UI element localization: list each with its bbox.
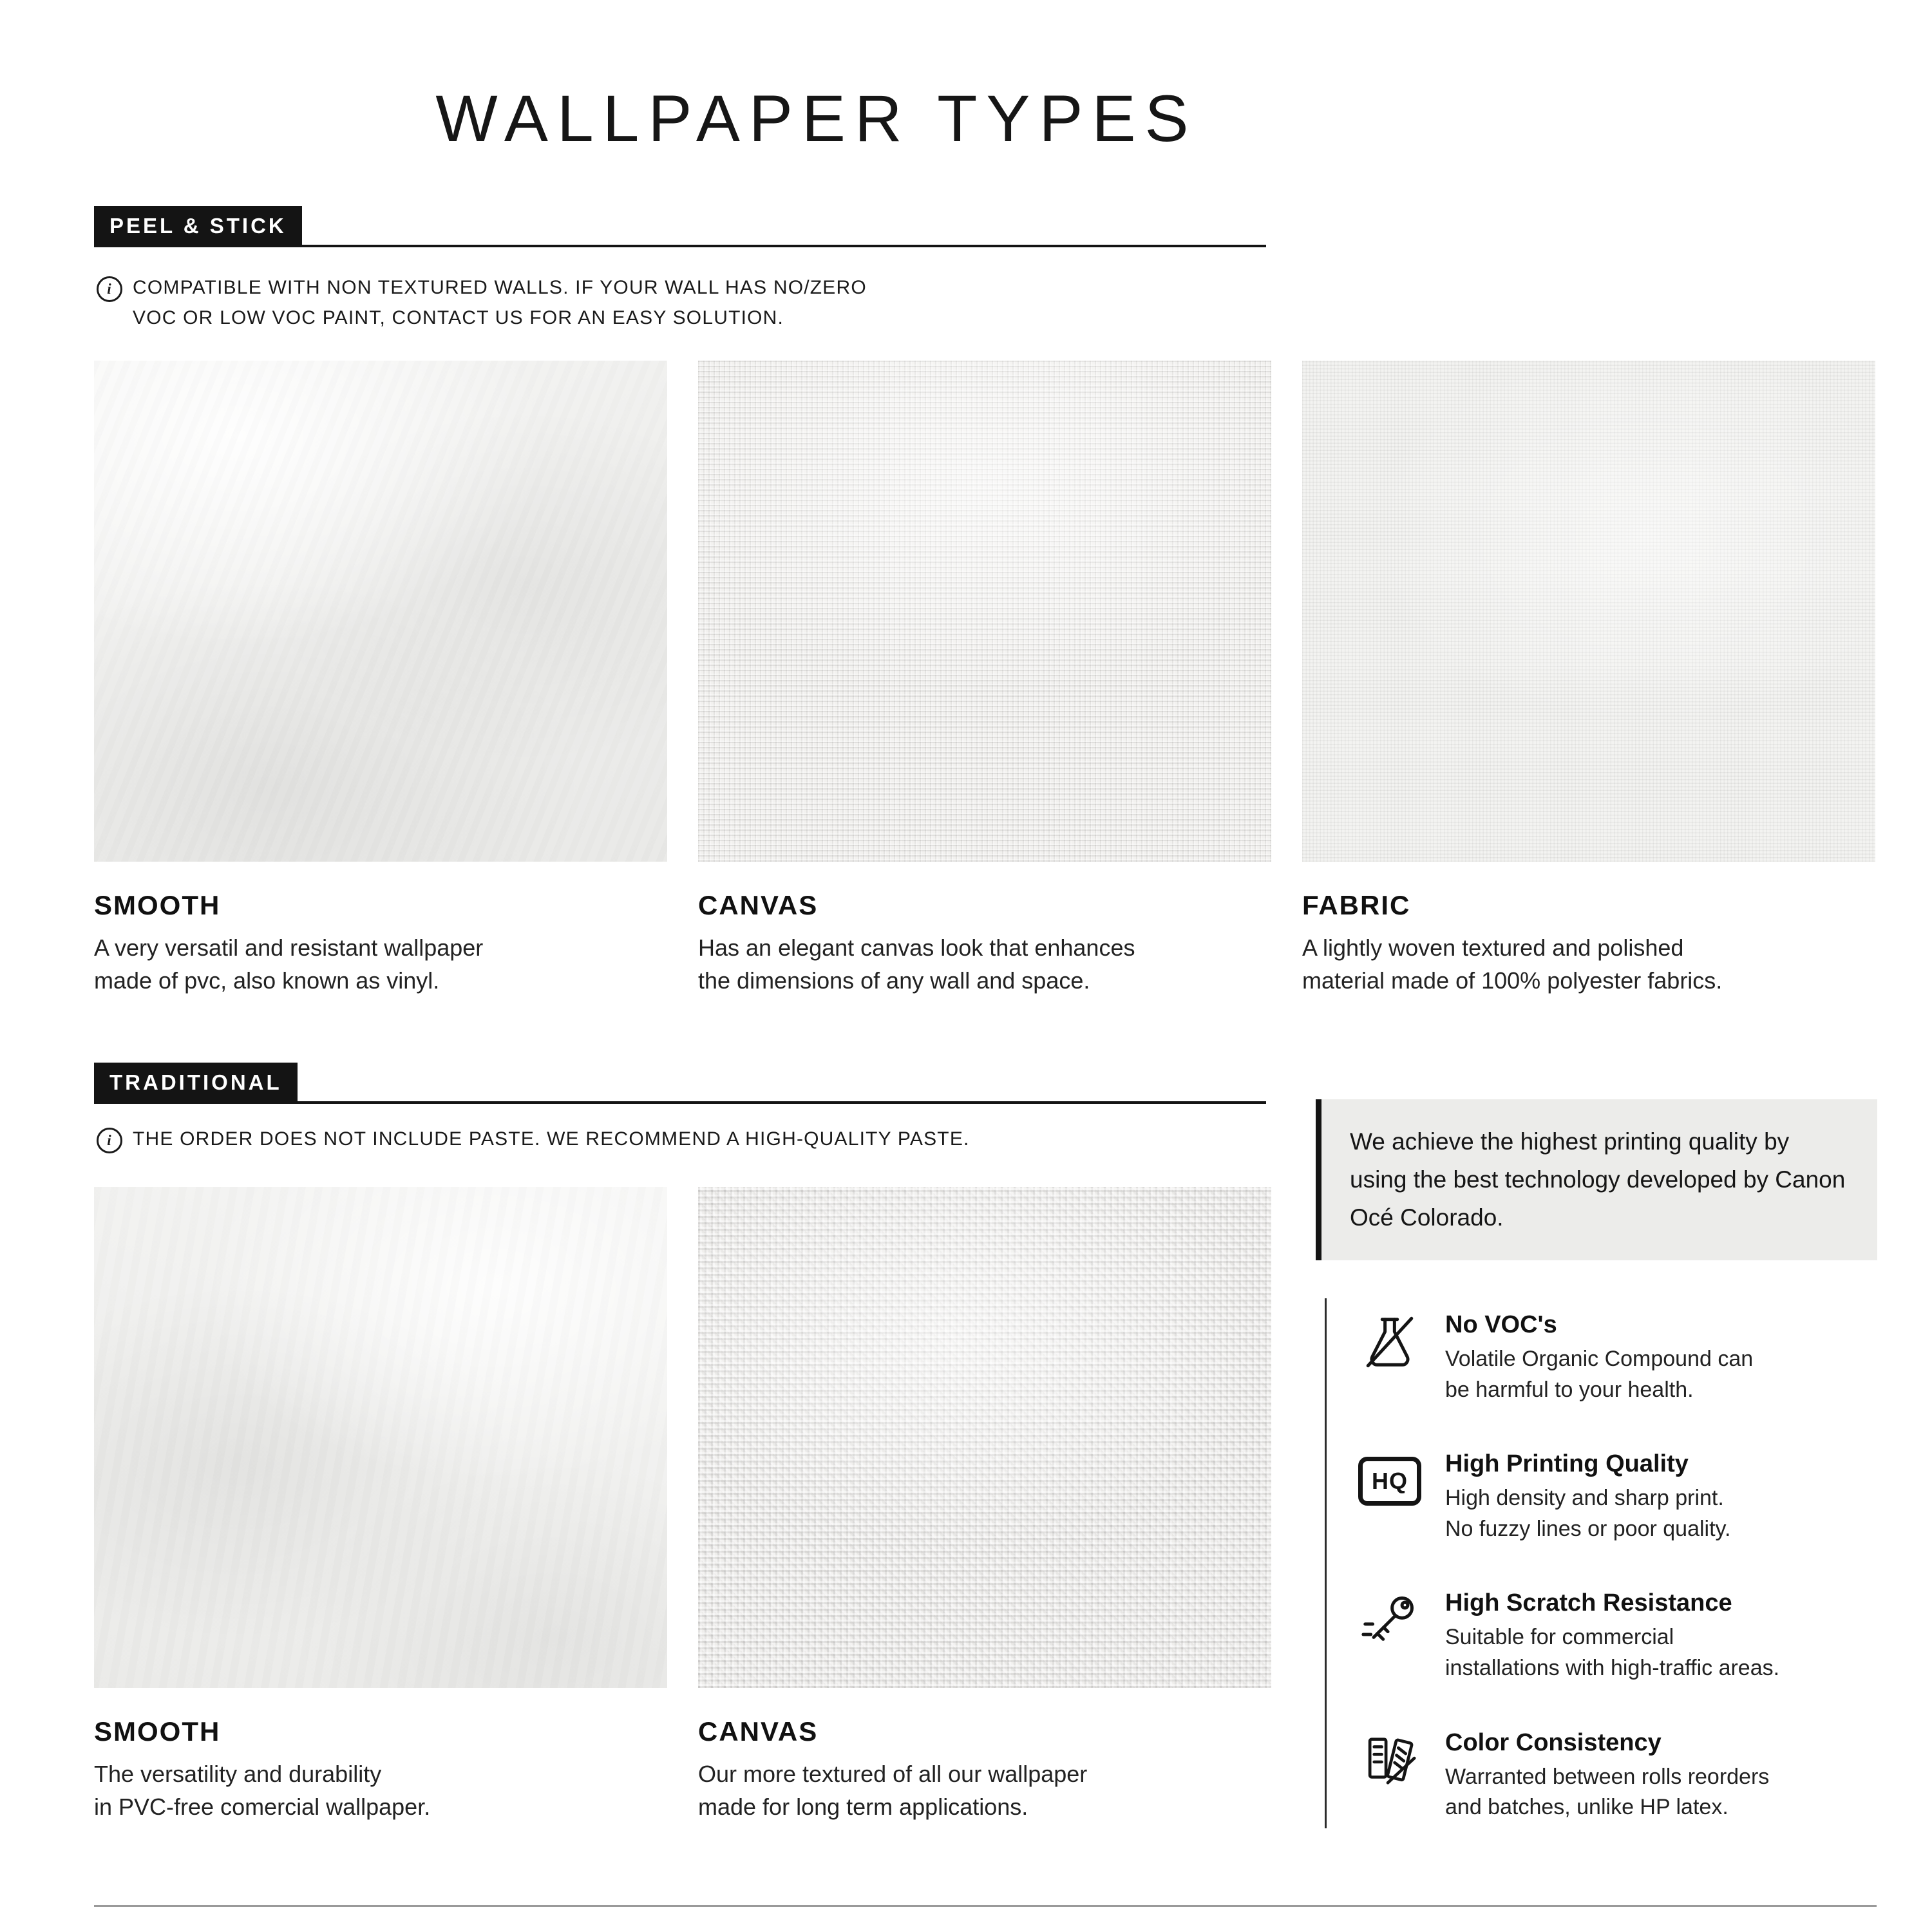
feature-desc-line: Warranted between rolls reorders <box>1445 1764 1770 1789</box>
callout-accent-bar <box>1316 1099 1321 1260</box>
swatch-card-peel-smooth <box>94 361 667 997</box>
feature-title: High Printing Quality <box>1445 1450 1689 1478</box>
info-circle-icon: i <box>97 276 122 302</box>
swatch-name: SMOOTH <box>94 1716 221 1747</box>
canvas-texture-swatch <box>698 1187 1271 1688</box>
swatch-desc-line: the dimensions of any wall and space. <box>698 967 1090 994</box>
swatch-description <box>698 1757 1271 1823</box>
peel-note-line2: VOC OR LOW VOC PAINT, CONTACT US FOR AN EASY SOLUTION. <box>133 307 784 328</box>
feature-description <box>1445 1762 1769 1823</box>
feature-text <box>1445 1588 1779 1683</box>
feature-desc-line: Volatile Organic Compound can <box>1445 1347 1754 1371</box>
swatch-description <box>94 931 667 997</box>
swatch-desc-line: The versatility and durability <box>94 1761 382 1787</box>
feature-desc-line: No fuzzy lines or poor quality. <box>1445 1516 1731 1541</box>
section-header-peel-and-stick <box>94 206 1266 247</box>
traditional-badge: TRADITIONAL <box>94 1063 298 1101</box>
feature-text <box>1445 1310 1753 1405</box>
feature-color-consistency <box>1327 1728 1879 1823</box>
swatch-card-traditional-smooth <box>94 1187 667 1823</box>
feature-desc-line: and batches, unlike HP latex. <box>1445 1795 1728 1820</box>
swatch-name: FABRIC <box>1302 890 1411 920</box>
traditional-note <box>97 1124 970 1155</box>
hq-badge-icon <box>1358 1449 1422 1513</box>
feature-title: Color Consistency <box>1445 1728 1662 1756</box>
section-header-traditional <box>94 1063 1266 1104</box>
swatch-desc-line: A very versatil and resistant wallpaper <box>94 934 484 961</box>
feature-no-vocs <box>1327 1310 1879 1405</box>
swatch-desc-line: made for long term applications. <box>698 1794 1028 1821</box>
printing-quality-callout <box>1316 1099 1877 1260</box>
feature-description <box>1445 1344 1753 1405</box>
swatch-name: SMOOTH <box>94 890 221 920</box>
swatch-description <box>1302 931 1875 997</box>
swatch-desc-line: A lightly woven textured and polished <box>1302 934 1684 961</box>
info-circle-icon: i <box>97 1128 122 1153</box>
swatch-desc-line: Has an elegant canvas look that enhances <box>698 934 1135 961</box>
feature-title: No VOC's <box>1445 1311 1557 1338</box>
swatch-desc-line: material made of 100% polyester fabrics. <box>1302 967 1723 994</box>
swatch-name: CANVAS <box>698 890 819 920</box>
swatch-description <box>94 1757 667 1823</box>
feature-text <box>1445 1728 1769 1823</box>
callout-text: We achieve the highest printing quality by using the best technology developed by Canon Océ Colorado. <box>1321 1099 1877 1260</box>
canvas-texture-swatch <box>698 361 1271 862</box>
feature-description <box>1445 1483 1730 1544</box>
peel-swatch-row <box>94 361 1875 997</box>
footer-divider <box>94 1905 1877 1907</box>
swatch-desc-line: Our more textured of all our wallpaper <box>698 1761 1088 1787</box>
smooth-texture-swatch <box>94 1187 667 1688</box>
peel-note-text <box>133 273 867 333</box>
feature-title: High Scratch Resistance <box>1445 1589 1732 1617</box>
feature-high-printing-quality <box>1327 1449 1879 1544</box>
feature-desc-line: Suitable for commercial <box>1445 1625 1674 1650</box>
traditional-swatch-row <box>94 1187 1271 1823</box>
smooth-texture-swatch <box>94 361 667 862</box>
feature-high-scratch-resistance <box>1327 1588 1879 1683</box>
feature-list <box>1325 1298 1879 1828</box>
swatch-card-traditional-canvas <box>698 1187 1271 1823</box>
feature-desc-line: installations with high-traffic areas. <box>1445 1655 1780 1680</box>
swatch-card-peel-canvas <box>698 361 1271 997</box>
hq-badge-label: HQ <box>1358 1457 1421 1506</box>
traditional-note-text <box>133 1124 970 1155</box>
swatch-name: CANVAS <box>698 1716 819 1747</box>
feature-text <box>1445 1449 1730 1544</box>
swatch-desc-line: in PVC-free comercial wallpaper. <box>94 1794 431 1821</box>
fabric-texture-swatch <box>1302 361 1875 862</box>
swatch-description <box>698 931 1271 997</box>
feature-desc-line: be harmful to your health. <box>1445 1377 1694 1402</box>
traditional-note-line1: THE ORDER DOES NOT INCLUDE PASTE. WE RECOMMEND A HIGH-QUALITY PASTE. <box>133 1128 970 1150</box>
peel-note <box>97 273 867 333</box>
swatch-card-peel-fabric <box>1302 361 1875 997</box>
feature-desc-line: High density and sharp print. <box>1445 1486 1724 1511</box>
no-voc-flask-icon <box>1358 1310 1422 1374</box>
color-swatches-icon <box>1358 1728 1422 1792</box>
key-scratch-icon <box>1358 1588 1422 1653</box>
feature-description <box>1445 1622 1779 1683</box>
page-title: WALLPAPER TYPES <box>435 82 1198 155</box>
peel-and-stick-badge: PEEL & STICK <box>94 206 302 245</box>
swatch-desc-line: made of pvc, also known as vinyl. <box>94 967 440 994</box>
peel-note-line1: COMPATIBLE WITH NON TEXTURED WALLS. IF YOUR WALL HAS NO/ZERO <box>133 277 867 298</box>
